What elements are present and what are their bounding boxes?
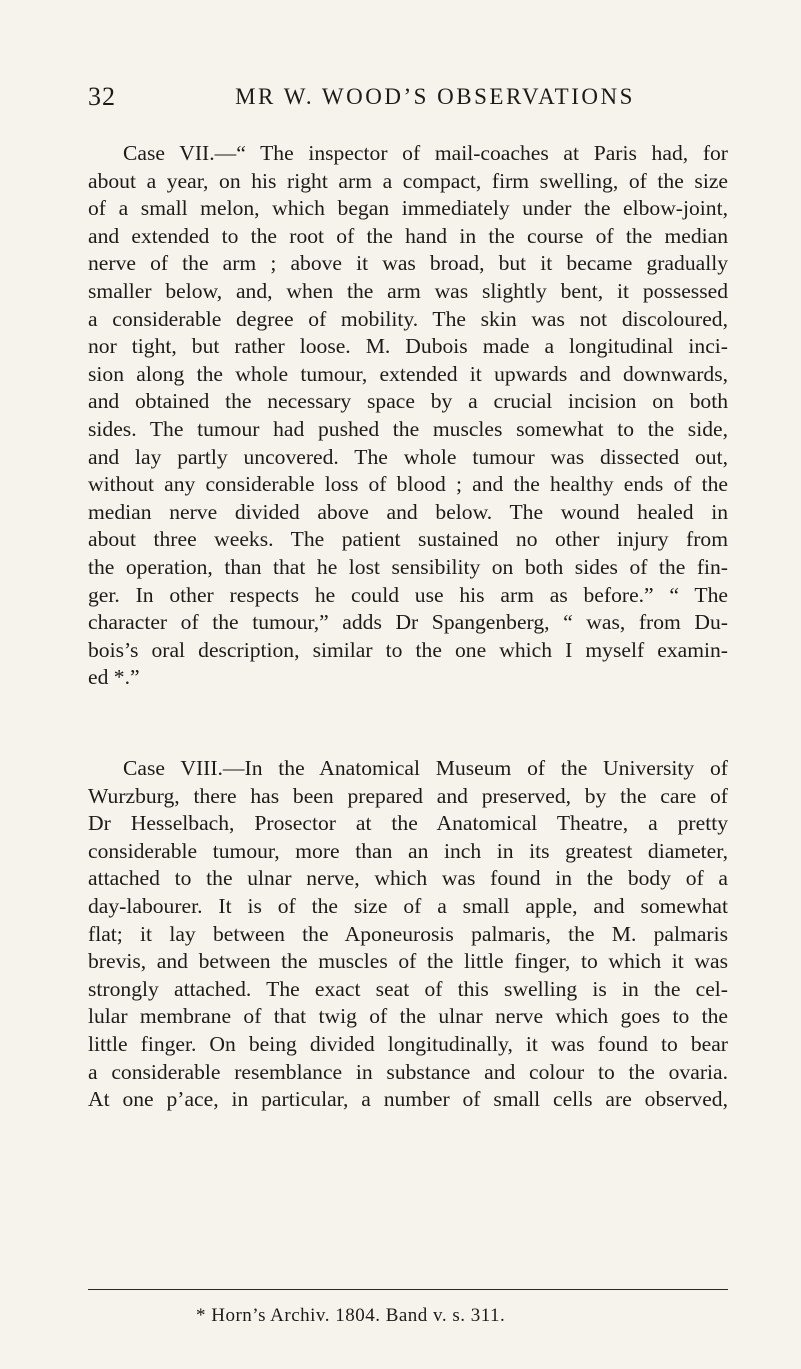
text-line: Case VII.—“ The inspector of mail-coaches at Paris had, for bbox=[123, 141, 728, 165]
text-line: ger. In other respects he could use his arm as before.” “ The bbox=[88, 582, 728, 607]
text-line: and extended to the root of the hand in the course of the median bbox=[88, 223, 728, 248]
text-line: smaller below, and, when the arm was slightly bent, it possessed bbox=[88, 278, 728, 303]
text-line: a considerable degree of mobility. The skin was not discoloured, bbox=[88, 306, 728, 331]
footnote-divider bbox=[88, 1289, 728, 1290]
page-number: 32 bbox=[88, 82, 116, 111]
text-line: ed *.” bbox=[88, 665, 140, 690]
text-line: little finger. On being divided longitudinally, it was found to bear bbox=[88, 1031, 728, 1056]
text-line: nor tight, but rather loose. M. Dubois made a longitudinal inci- bbox=[88, 334, 728, 359]
text-line: about three weeks. The patient sustained no other injury from bbox=[88, 527, 728, 552]
text-line: sides. The tumour had pushed the muscles somewhat to the side, bbox=[88, 416, 728, 441]
text-line: Dr Hesselbach, Prosector at the Anatomical Theatre, a pretty bbox=[88, 811, 728, 836]
text-line: bois’s oral description, similar to the one which I myself examin- bbox=[88, 637, 728, 662]
text-line: sion along the whole tumour, extended it upwards and downwards, bbox=[88, 361, 728, 386]
paragraph-case-vii bbox=[88, 140, 728, 692]
footnote: * Horn’s Archiv. 1804. Band v. s. 311. bbox=[196, 1305, 506, 1326]
text-line: and obtained the necessary space by a crucial incision on both bbox=[88, 389, 728, 414]
text-line: brevis, and between the muscles of the little finger, to which it was bbox=[88, 949, 728, 974]
text-line: about a year, on his right arm a compact, firm swelling, of the size bbox=[88, 168, 728, 193]
text-line: the operation, than that he lost sensibility on both sides of the fin- bbox=[88, 554, 728, 579]
text-line: Case VIII.—In the Anatomical Museum of the University of bbox=[123, 756, 728, 780]
text-line: lular membrane of that twig of the ulnar nerve which goes to the bbox=[88, 1004, 728, 1029]
text-line: of a small melon, which began immediately under the elbow-joint, bbox=[88, 196, 728, 221]
text-line: attached to the ulnar nerve, which was found in the body of a bbox=[88, 866, 728, 891]
text-line: considerable tumour, more than an inch in its greatest diameter, bbox=[88, 838, 728, 863]
text-line: a considerable resemblance in substance and colour to the ovaria. bbox=[88, 1059, 728, 1084]
text-line: At one p’ace, in particular, a number of small cells are observed, bbox=[88, 1087, 728, 1112]
text-line: nerve of the arm ; above it was broad, but it became gradually bbox=[88, 251, 728, 276]
text-line: median nerve divided above and below. The wound healed in bbox=[88, 499, 728, 524]
paragraph-case-viii bbox=[88, 755, 728, 1114]
running-head: MR W. WOOD’S OBSERVATIONS bbox=[235, 84, 635, 109]
text-line: day-labourer. It is of the size of a small apple, and somewhat bbox=[88, 893, 728, 918]
text-line: character of the tumour,” adds Dr Spangenberg, “ was, from Du- bbox=[88, 610, 728, 635]
text-line: without any considerable loss of blood ; and the healthy ends of the bbox=[88, 472, 728, 497]
text-line: strongly attached. The exact seat of this swelling is in the cel- bbox=[88, 976, 728, 1001]
text-line: Wurzburg, there has been prepared and preserved, by the care of bbox=[88, 783, 728, 808]
text-line: and lay partly uncovered. The whole tumour was dissected out, bbox=[88, 444, 728, 469]
text-line: flat; it lay between the Aponeurosis palmaris, the M. palmaris bbox=[88, 921, 728, 946]
